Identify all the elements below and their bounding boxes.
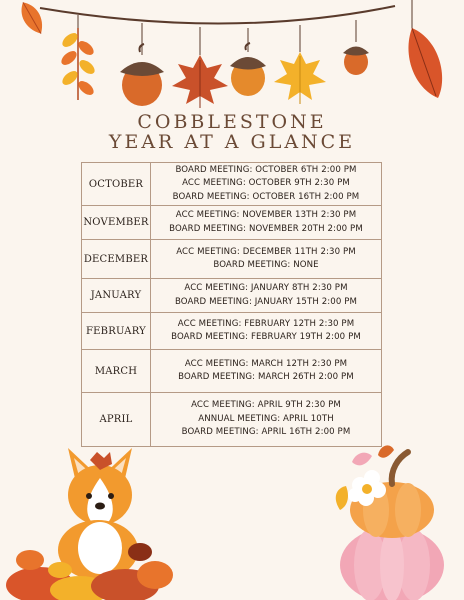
acorn-icon: [120, 23, 164, 106]
event-item: ACC MEETING: FEBRUARY 12TH 2:30 PM: [177, 318, 355, 329]
event-list: [151, 313, 382, 350]
page-subtitle: YEAR AT A GLANCE: [108, 131, 356, 153]
maple-leaf-icon: [274, 25, 326, 104]
flower-icon: [348, 470, 386, 506]
event-list: [151, 279, 382, 313]
acorn-icon: [230, 28, 266, 96]
table-row: [82, 279, 382, 313]
schedule-table: [81, 162, 382, 447]
month-label: MARCH: [82, 350, 151, 393]
event-list: [151, 163, 382, 206]
event-item: BOARD MEETING: NOVEMBER 20TH 2:00 PM: [169, 223, 363, 234]
table-row: [82, 206, 382, 240]
leaf-icon: [408, 0, 442, 98]
event-list: [151, 240, 382, 279]
table-row: [82, 313, 382, 350]
page-title: COBBLESTONE: [137, 111, 327, 133]
event-item: ANNUAL MEETING: APRIL 10TH: [198, 413, 334, 424]
event-item: ACC MEETING: OCTOBER 9TH 2:30 PM: [182, 178, 350, 189]
month-label: APRIL: [82, 393, 151, 447]
maple-leaf-icon: [172, 27, 228, 108]
month-label: OCTOBER: [82, 163, 151, 206]
event-list: [151, 350, 382, 393]
leaf-icon: [16, 0, 48, 38]
event-item: BOARD MEETING: MARCH 26TH 2:00 PM: [178, 372, 354, 382]
leaf-branch-icon: [59, 15, 97, 100]
event-item: ACC MEETING: MARCH 12TH 2:30 PM: [184, 358, 348, 369]
month-label: DECEMBER: [82, 240, 151, 279]
month-label: FEBRUARY: [82, 313, 151, 350]
acorn-icon: [343, 20, 369, 75]
event-item: BOARD MEETING: OCTOBER 16TH 2:00 PM: [172, 191, 360, 202]
month-label: NOVEMBER: [82, 206, 151, 240]
event-list: [151, 206, 382, 240]
event-item: ACC MEETING: DECEMBER 11TH 2:30 PM: [176, 246, 356, 257]
month-label: JANUARY: [82, 279, 151, 313]
event-item: BOARD MEETING: OCTOBER 6TH 2:00 PM: [175, 164, 357, 175]
event-item: ACC MEETING: JANUARY 8TH 2:30 PM: [184, 283, 348, 293]
event-item: BOARD MEETING: APRIL 16TH 2:00 PM: [181, 427, 351, 438]
event-item: ACC MEETING: APRIL 9TH 2:30 PM: [191, 400, 341, 411]
table-row: [82, 163, 382, 206]
event-list: [151, 393, 382, 447]
event-item: BOARD MEETING: JANUARY 15TH 2:00 PM: [174, 296, 358, 307]
table-row: [82, 350, 382, 393]
table-row: [82, 393, 382, 447]
table-row: [82, 240, 382, 279]
event-item: BOARD MEETING: NONE: [213, 260, 319, 270]
garland-illustration: [0, 0, 464, 115]
event-item: ACC MEETING: NOVEMBER 13TH 2:30 PM: [175, 210, 357, 220]
event-item: BOARD MEETING: FEBRUARY 19TH 2:00 PM: [171, 332, 361, 342]
